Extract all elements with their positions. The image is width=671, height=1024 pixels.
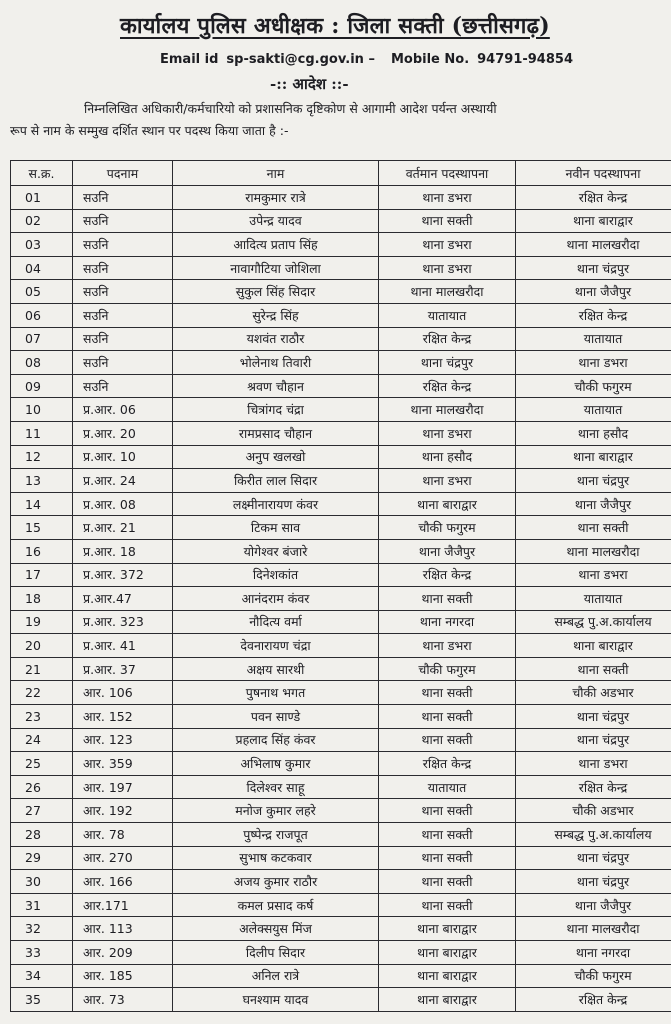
serial-cell: 13 — [11, 469, 73, 493]
table-header-row — [11, 161, 671, 186]
designation-cell: प्र.आर. 10 — [73, 445, 173, 469]
name-cell: अक्षय सारथी — [173, 657, 379, 681]
current-posting-cell: थाना सक्ती — [379, 846, 516, 870]
name-cell: दिलीप सिदार — [173, 941, 379, 965]
name-cell: भोलेनाथ तिवारी — [173, 351, 379, 375]
table-row — [11, 799, 671, 823]
current-posting-cell: थाना जैजैपुर — [379, 539, 516, 563]
designation-cell: प्र.आर. 323 — [73, 610, 173, 634]
serial-cell: 25 — [11, 752, 73, 776]
current-posting-cell: थाना बाराद्वार — [379, 964, 516, 988]
name-cell: श्रवण चौहान — [173, 374, 379, 398]
order-paragraph — [0, 98, 671, 142]
name-cell: दिनेशकांत — [173, 563, 379, 587]
name-cell: आनंदराम कंवर — [173, 587, 379, 611]
new-posting-cell: थाना जैजैपुर — [516, 492, 671, 516]
table-row — [11, 917, 671, 941]
current-posting-cell: थाना मालखरौदा — [379, 280, 516, 304]
table-row — [11, 893, 671, 917]
serial-cell: 20 — [11, 634, 73, 658]
order-heading: -:: आदेश ::- — [270, 75, 349, 93]
serial-cell: 18 — [11, 587, 73, 611]
table-row — [11, 374, 671, 398]
designation-cell: आर. 185 — [73, 964, 173, 988]
current-posting-cell: रक्षित केन्द्र — [379, 374, 516, 398]
serial-cell: 32 — [11, 917, 73, 941]
name-cell: मनोज कुमार लहरे — [173, 799, 379, 823]
serial-cell: 27 — [11, 799, 73, 823]
new-posting-cell: चौकी अडभार — [516, 681, 671, 705]
serial-cell: 11 — [11, 421, 73, 445]
current-posting-cell: थाना डभरा — [379, 421, 516, 445]
new-posting-cell: थाना मालखरौदा — [516, 917, 671, 941]
designation-cell: सउनि — [73, 186, 173, 210]
designation-cell: प्र.आर. 21 — [73, 516, 173, 540]
table-row — [11, 280, 671, 304]
serial-cell: 30 — [11, 870, 73, 894]
email-address: sp-sakti@cg.gov.in – — [226, 52, 375, 67]
table-row — [11, 657, 671, 681]
current-posting-cell: थाना सक्ती — [379, 799, 516, 823]
serial-cell: 05 — [11, 280, 73, 304]
table-row — [11, 539, 671, 563]
designation-cell: आर. 209 — [73, 941, 173, 965]
serial-cell: 28 — [11, 823, 73, 847]
email-label: Email id — [160, 52, 219, 67]
designation-cell: सउनि — [73, 374, 173, 398]
table-row — [11, 728, 671, 752]
current-posting-cell: थाना डभरा — [379, 634, 516, 658]
mobile-label: Mobile No. — [390, 52, 470, 67]
name-cell: चित्रांगद चंद्रा — [173, 398, 379, 422]
designation-cell: आर. 270 — [73, 846, 173, 870]
designation-cell: सउनि — [73, 327, 173, 351]
new-posting-cell: थाना मालखरौदा — [516, 539, 671, 563]
name-cell: आदित्य प्रताप सिंह — [173, 233, 379, 257]
current-posting-cell: थाना सक्ती — [379, 728, 516, 752]
new-posting-cell: थाना चंद्रपुर — [516, 728, 671, 752]
paragraph-line-2: रूप से नाम के सम्मुख दर्शित स्थान पर पदस्थ किया जाता है :- — [10, 123, 289, 138]
table-row — [11, 186, 671, 210]
serial-cell: 23 — [11, 705, 73, 729]
serial-cell: 15 — [11, 516, 73, 540]
new-posting-cell: थाना नगरदा — [516, 941, 671, 965]
designation-cell: आर. 359 — [73, 752, 173, 776]
table-row — [11, 988, 671, 1012]
name-cell: प्रहलाद सिंह कंवर — [173, 728, 379, 752]
new-posting-cell: यातायात — [516, 327, 671, 351]
current-posting-cell: रक्षित केन्द्र — [379, 327, 516, 351]
designation-cell: सउनि — [73, 303, 173, 327]
serial-cell: 29 — [11, 846, 73, 870]
new-posting-cell: चौकी फगुरम — [516, 374, 671, 398]
designation-cell: सउनि — [73, 280, 173, 304]
name-cell: सुभाष कटकवार — [173, 846, 379, 870]
name-cell: अजय कुमार राठौर — [173, 870, 379, 894]
new-posting-cell: थाना चंद्रपुर — [516, 705, 671, 729]
serial-cell: 04 — [11, 256, 73, 280]
new-posting-cell: चौकी फगुरम — [516, 964, 671, 988]
table-row — [11, 610, 671, 634]
new-posting-cell: सम्बद्ध पु.अ.कार्यालय — [516, 823, 671, 847]
office-title: कार्यालय पुलिस अधीक्षक : जिला सक्ती (छत्तीसगढ़) — [120, 13, 550, 39]
table-row — [11, 421, 671, 445]
name-cell: अलेक्सयुस मिंज — [173, 917, 379, 941]
new-posting-cell: थाना जैजैपुर — [516, 893, 671, 917]
current-posting-cell: थाना बाराद्वार — [379, 917, 516, 941]
table-body — [11, 186, 671, 1012]
serial-cell: 08 — [11, 351, 73, 375]
name-cell: सुरेन्द्र सिंह — [173, 303, 379, 327]
serial-cell: 12 — [11, 445, 73, 469]
serial-cell: 21 — [11, 657, 73, 681]
new-posting-cell: थाना डभरा — [516, 351, 671, 375]
serial-cell: 33 — [11, 941, 73, 965]
header-current-posting: वर्तमान पदस्थापना — [379, 161, 516, 186]
header-name: नाम — [173, 161, 379, 186]
current-posting-cell: थाना डभरा — [379, 233, 516, 257]
new-posting-cell: थाना चंद्रपुर — [516, 870, 671, 894]
name-cell: नौदित्य वर्मा — [173, 610, 379, 634]
serial-cell: 17 — [11, 563, 73, 587]
designation-cell: प्र.आर. 08 — [73, 492, 173, 516]
designation-cell: प्र.आर. 06 — [73, 398, 173, 422]
serial-cell: 24 — [11, 728, 73, 752]
new-posting-cell: थाना मालखरौदा — [516, 233, 671, 257]
current-posting-cell: चौकी फगुरम — [379, 516, 516, 540]
name-cell: कमल प्रसाद कर्ष — [173, 893, 379, 917]
designation-cell: आर. 192 — [73, 799, 173, 823]
new-posting-cell: थाना डभरा — [516, 752, 671, 776]
serial-cell: 35 — [11, 988, 73, 1012]
table-row — [11, 964, 671, 988]
designation-cell: आर. 73 — [73, 988, 173, 1012]
designation-cell: सउनि — [73, 351, 173, 375]
name-cell: पवन साण्डे — [173, 705, 379, 729]
current-posting-cell: थाना बाराद्वार — [379, 492, 516, 516]
table-row — [11, 492, 671, 516]
new-posting-cell: सम्बद्ध पु.अ.कार्यालय — [516, 610, 671, 634]
serial-cell: 19 — [11, 610, 73, 634]
new-posting-cell: यातायात — [516, 398, 671, 422]
table-row — [11, 870, 671, 894]
serial-cell: 34 — [11, 964, 73, 988]
table-row — [11, 233, 671, 257]
new-posting-cell: यातायात — [516, 587, 671, 611]
name-cell: पुष्पेन्द्र राजपूत — [173, 823, 379, 847]
new-posting-cell: थाना चंद्रपुर — [516, 469, 671, 493]
table-row — [11, 516, 671, 540]
current-posting-cell: थाना सक्ती — [379, 823, 516, 847]
header-designation: पदनाम — [73, 161, 173, 186]
table-row — [11, 445, 671, 469]
designation-cell: आर. 166 — [73, 870, 173, 894]
designation-cell: प्र.आर. 372 — [73, 563, 173, 587]
current-posting-cell: थाना सक्ती — [379, 681, 516, 705]
transfer-table — [10, 160, 671, 1012]
serial-cell: 10 — [11, 398, 73, 422]
serial-cell: 22 — [11, 681, 73, 705]
designation-cell: सउनि — [73, 209, 173, 233]
name-cell: अनुप खलखो — [173, 445, 379, 469]
table-row — [11, 563, 671, 587]
name-cell: दिलेश्वर साहू — [173, 775, 379, 799]
designation-cell: आर.171 — [73, 893, 173, 917]
designation-cell: आर. 197 — [73, 775, 173, 799]
name-cell: रामप्रसाद चौहान — [173, 421, 379, 445]
serial-cell: 06 — [11, 303, 73, 327]
name-cell: उपेन्द्र यादव — [173, 209, 379, 233]
table-row — [11, 941, 671, 965]
current-posting-cell: थाना सक्ती — [379, 705, 516, 729]
name-cell: घनश्याम यादव — [173, 988, 379, 1012]
name-cell: अनिल रात्रे — [173, 964, 379, 988]
new-posting-cell: रक्षित केन्द्र — [516, 775, 671, 799]
table-row — [11, 681, 671, 705]
current-posting-cell: थाना बाराद्वार — [379, 941, 516, 965]
table-row — [11, 705, 671, 729]
new-posting-cell: थाना सक्ती — [516, 516, 671, 540]
table-row — [11, 303, 671, 327]
name-cell: देवनारायण चंद्रा — [173, 634, 379, 658]
serial-cell: 26 — [11, 775, 73, 799]
name-cell: नावागौटिया जोशिला — [173, 256, 379, 280]
new-posting-cell: थाना चंद्रपुर — [516, 256, 671, 280]
designation-cell: प्र.आर. 41 — [73, 634, 173, 658]
current-posting-cell: थाना डभरा — [379, 186, 516, 210]
serial-cell: 31 — [11, 893, 73, 917]
table-row — [11, 327, 671, 351]
new-posting-cell: थाना चंद्रपुर — [516, 846, 671, 870]
new-posting-cell: रक्षित केन्द्र — [516, 988, 671, 1012]
current-posting-cell: थाना डभरा — [379, 469, 516, 493]
current-posting-cell: यातायात — [379, 303, 516, 327]
designation-cell: सउनि — [73, 256, 173, 280]
current-posting-cell: थाना सक्ती — [379, 587, 516, 611]
current-posting-cell: थाना चंद्रपुर — [379, 351, 516, 375]
name-cell: सुकुल सिंह सिदार — [173, 280, 379, 304]
name-cell: लक्ष्मीनारायण कंवर — [173, 492, 379, 516]
name-cell: पुषनाथ भगत — [173, 681, 379, 705]
current-posting-cell: थाना सक्ती — [379, 893, 516, 917]
designation-cell: आर. 113 — [73, 917, 173, 941]
table-row — [11, 587, 671, 611]
current-posting-cell: थाना डभरा — [379, 256, 516, 280]
new-posting-cell: थाना डभरा — [516, 563, 671, 587]
serial-cell: 14 — [11, 492, 73, 516]
designation-cell: प्र.आर.47 — [73, 587, 173, 611]
current-posting-cell: रक्षित केन्द्र — [379, 752, 516, 776]
new-posting-cell: थाना बाराद्वार — [516, 445, 671, 469]
designation-cell: प्र.आर. 18 — [73, 539, 173, 563]
header-serial: स.क्र. — [11, 161, 73, 186]
name-cell: योगेश्वर बंजारे — [173, 539, 379, 563]
table-row — [11, 634, 671, 658]
contact-line — [160, 52, 573, 67]
new-posting-cell: थाना बाराद्वार — [516, 634, 671, 658]
designation-cell: आर. 106 — [73, 681, 173, 705]
mobile-number: 94791-94854 — [477, 52, 573, 67]
new-posting-cell: रक्षित केन्द्र — [516, 303, 671, 327]
paragraph-line-1: निम्नलिखित अधिकारी/कर्मचारियो को प्रशासनिक दृष्टिकोण से आगामी आदेश पर्यन्त अस्थायी — [84, 101, 497, 116]
name-cell: किरीत लाल सिदार — [173, 469, 379, 493]
current-posting-cell: यातायात — [379, 775, 516, 799]
current-posting-cell: थाना नगरदा — [379, 610, 516, 634]
designation-cell: प्र.आर. 24 — [73, 469, 173, 493]
name-cell: टिकम साव — [173, 516, 379, 540]
name-cell: अभिलाष कुमार — [173, 752, 379, 776]
designation-cell: आर. 78 — [73, 823, 173, 847]
serial-cell: 09 — [11, 374, 73, 398]
table-row — [11, 469, 671, 493]
table-row — [11, 256, 671, 280]
name-cell: यशवंत राठौर — [173, 327, 379, 351]
serial-cell: 01 — [11, 186, 73, 210]
new-posting-cell: रक्षित केन्द्र — [516, 186, 671, 210]
current-posting-cell: थाना मालखरौदा — [379, 398, 516, 422]
serial-cell: 16 — [11, 539, 73, 563]
designation-cell: आर. 123 — [73, 728, 173, 752]
serial-cell: 07 — [11, 327, 73, 351]
new-posting-cell: थाना जैजैपुर — [516, 280, 671, 304]
table-row — [11, 398, 671, 422]
current-posting-cell: रक्षित केन्द्र — [379, 563, 516, 587]
table-row — [11, 752, 671, 776]
table-row — [11, 846, 671, 870]
new-posting-cell: थाना सक्ती — [516, 657, 671, 681]
serial-cell: 02 — [11, 209, 73, 233]
table-row — [11, 351, 671, 375]
current-posting-cell: चौकी फगुरम — [379, 657, 516, 681]
serial-cell: 03 — [11, 233, 73, 257]
designation-cell: प्र.आर. 37 — [73, 657, 173, 681]
table-row — [11, 823, 671, 847]
designation-cell: आर. 152 — [73, 705, 173, 729]
header-new-posting: नवीन पदस्थापना — [516, 161, 671, 186]
current-posting-cell: थाना बाराद्वार — [379, 988, 516, 1012]
current-posting-cell: थाना सक्ती — [379, 209, 516, 233]
new-posting-cell: चौकी अडभार — [516, 799, 671, 823]
designation-cell: सउनि — [73, 233, 173, 257]
table-row — [11, 209, 671, 233]
name-cell: रामकुमार रात्रे — [173, 186, 379, 210]
new-posting-cell: थाना बाराद्वार — [516, 209, 671, 233]
current-posting-cell: थाना हसौद — [379, 445, 516, 469]
table-row — [11, 775, 671, 799]
designation-cell: प्र.आर. 20 — [73, 421, 173, 445]
current-posting-cell: थाना सक्ती — [379, 870, 516, 894]
new-posting-cell: थाना हसौद — [516, 421, 671, 445]
